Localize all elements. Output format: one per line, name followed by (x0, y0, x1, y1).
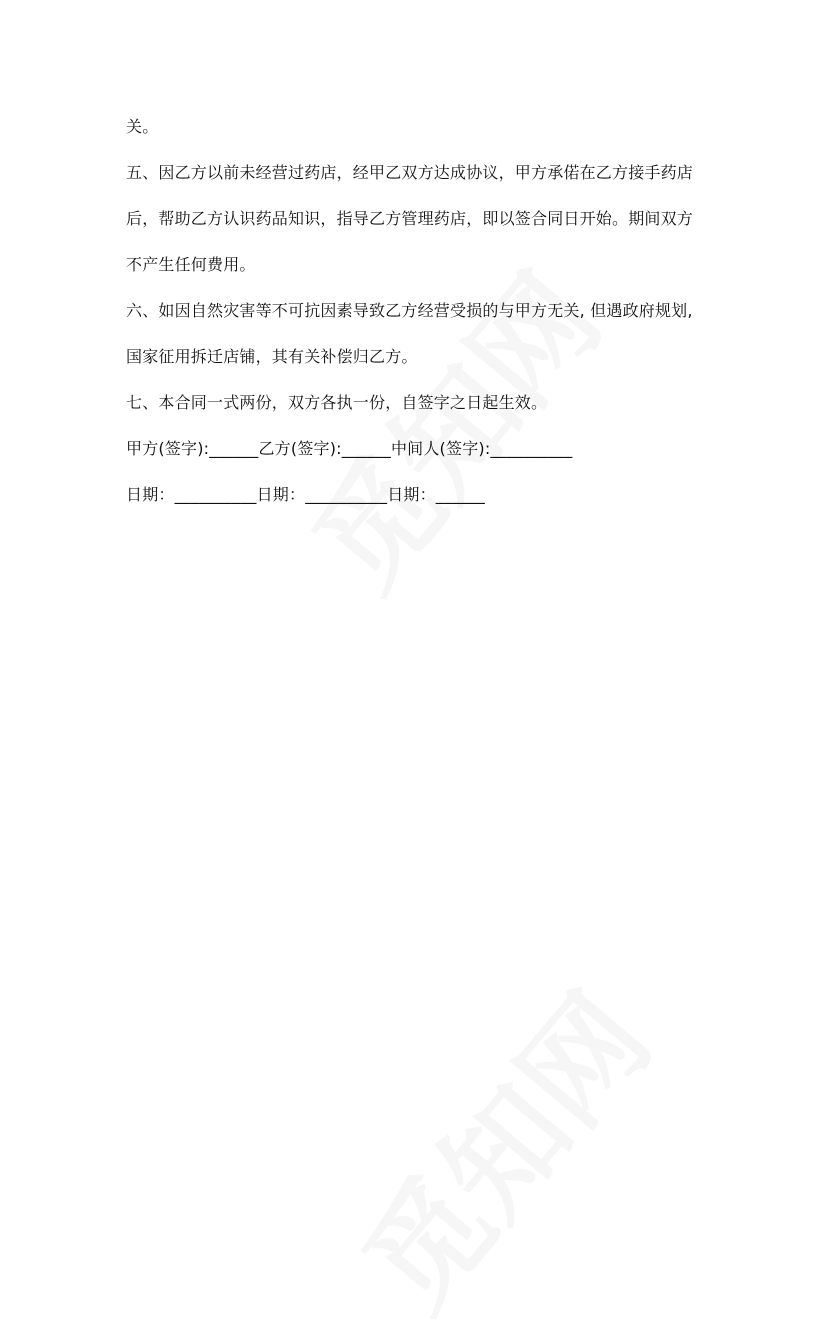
watermark (318, 953, 681, 1339)
date-line: 日期：__________日期：__________日期：______ (126, 485, 486, 504)
signature-line: 甲方(签字):______乙方(签字):______中间人(签字):__________ (126, 439, 573, 458)
text-line: 关。 (126, 117, 159, 136)
clause-5-line-3: 不产生任何费用。 (126, 255, 256, 274)
contract-body (126, 104, 726, 518)
clause-5-line-1: 五、因乙方以前未经营过药店，经甲乙双方达成协议，甲方承偌在乙方接手药店 (126, 163, 694, 182)
clause-7: 七、本合同一式两份，双方各执一份，自签字之日起生效。 (126, 393, 548, 412)
clause-6-line-2: 国家征用拆迁店铺，其有关补偿归乙方。 (126, 347, 418, 366)
clause-6-line-1: 六、如因自然灾害等不可抗因素导致乙方经营受损的与甲方无关, 但遇政府规划, (126, 301, 693, 320)
clause-5-line-2: 后，帮助乙方认识药品知识，指导乙方管理药店，即以签合同日开始。期间双方 (126, 209, 694, 228)
